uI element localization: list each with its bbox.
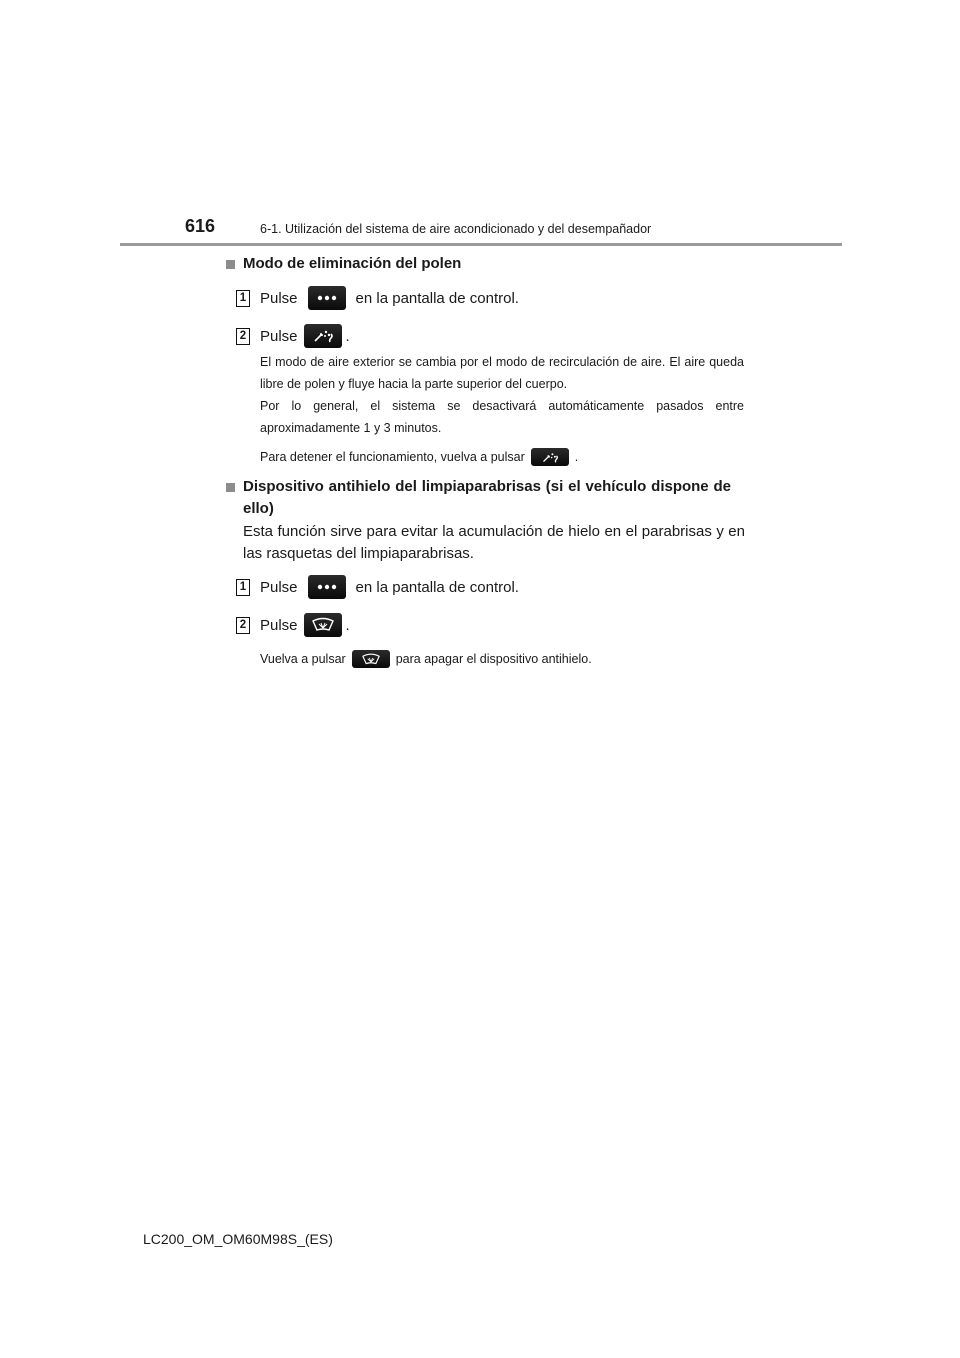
step-number: 2 [236,328,250,345]
step-number: 2 [236,617,250,634]
pollen-removal-icon [304,324,342,348]
page-number: 616 [185,216,216,236]
wiper-deicer-icon [304,613,342,637]
step-2-deicer [260,613,350,637]
step-1-deicer [260,575,519,599]
more-dots-icon [308,575,346,599]
step-number: 1 [236,290,250,307]
step-text-pre: Pulse [260,327,298,345]
step-1-pollen [260,286,519,310]
header-divider [120,243,842,246]
more-dots-icon [308,286,346,310]
document-code: LC200_OM_OM60M98S_(ES) [143,1231,333,1247]
note-deicer-pre: Vuelva a pulsar [260,652,346,666]
section-heading-pollen: Modo de eliminación del polen [243,255,462,272]
step-text-pre: Pulse [260,289,298,307]
section-heading-deicer: Dispositivo antihielo del limpiaparabrisas (si el vehículo dispone de ello) [243,478,731,517]
note-auto-off: Por lo general, el sistema se desactivará automáticamente pasados entre aproximadamente 1 y 3 minutos. [260,399,744,435]
note-stop [260,448,578,466]
chapter-title: 6-1. Utilización del sistema de aire acondicionado y del desempañador [260,222,652,236]
section-bullet [226,483,235,492]
step-text-pre: Pulse [260,616,298,634]
pollen-removal-icon [531,448,569,466]
section-bullet [226,260,235,269]
deicer-description: Esta función sirve para evitar la acumulación de hielo en el parabrisas y en las rasquetas del limpiaparabrisas. [243,523,745,562]
step-text-pre: Pulse [260,578,298,596]
step-text-post: en la pantalla de control. [355,289,519,307]
step-text-post: . [345,616,350,634]
note-deicer-off [260,650,592,668]
note-deicer-post: para apagar el dispositivo antihielo. [395,652,592,666]
wiper-deicer-icon [352,650,390,668]
step-number: 1 [236,579,250,596]
note-pollen-mode: El modo de aire exterior se cambia por el modo de recirculación de aire. El aire queda libre de polen y fluye hacia la parte superior del cuerpo. [260,355,744,391]
step-text-post: en la pantalla de control. [355,578,519,596]
step-2-pollen [260,324,350,348]
note-stop-text: Para detener el funcionamiento, vuelva a pulsar [260,450,525,464]
step-text-post: . [345,327,350,345]
note-stop-end: . [574,450,579,464]
